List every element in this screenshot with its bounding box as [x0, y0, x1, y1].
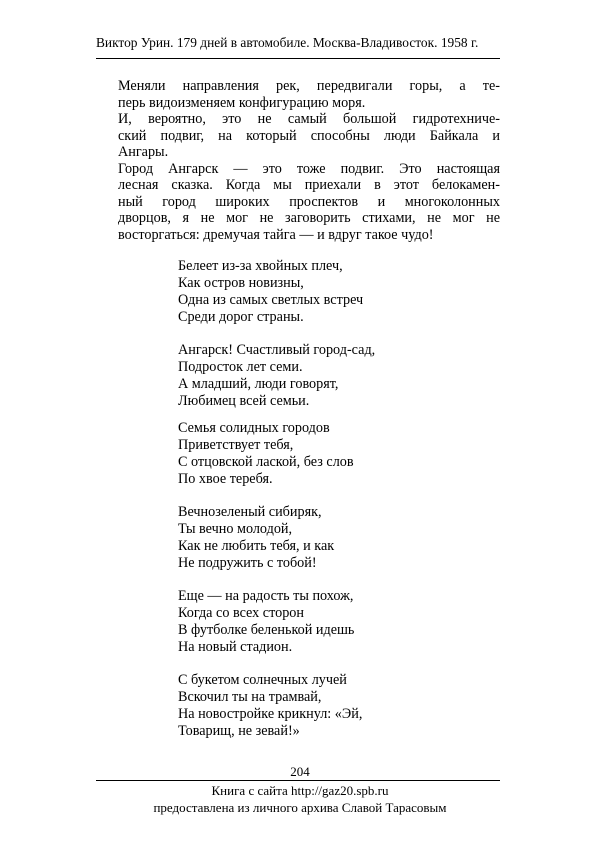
paragraph-line: Город Ангарск — это тоже подвиг. Это настоящая [118, 160, 500, 177]
poem-line: По хвое теребя. [178, 471, 273, 487]
poem-line: Не подружить с тобой! [178, 555, 317, 571]
paragraph-line: И, вероятно, это не самый большой гидротехниче- [118, 111, 500, 127]
poem-stanza-6 [178, 672, 478, 740]
poem-line: С букетом солнечных лучей [178, 672, 347, 688]
poem-line: Вечнозеленый сибиряк, [178, 504, 322, 520]
page-number: 204 [290, 764, 310, 779]
poem-line: Как остров новизны, [178, 275, 304, 291]
poem-stanza-4 [178, 504, 478, 572]
poem-line: Семья солидных городов [178, 420, 330, 436]
paragraph-1 [96, 78, 500, 111]
paragraph-2 [96, 111, 500, 161]
poem-line: Любимец всей семьи. [178, 393, 310, 409]
footer-credit: предоставлена из личного архива Славой Тарасовым [153, 800, 447, 815]
poem-line: С отцовской лаской, без слов [178, 454, 354, 470]
poem-line: На новостройке крикнул: «Эй, [178, 706, 363, 722]
paragraph-3 [96, 161, 500, 244]
paragraph-line: восторгаться: дремучая тайга — и вдруг такое чудо! [118, 226, 434, 243]
footer-divider [96, 780, 500, 781]
paragraph-line: Ангары. [118, 144, 169, 160]
poem-stanza-2 [178, 342, 478, 410]
paragraph-line: перь видоизменяем конфигурацию моря. [118, 94, 366, 111]
poem-line: Ангарск! Счастливый город-сад, [178, 342, 376, 358]
poem-line: Среди дорог страны. [178, 309, 304, 325]
paragraph-line: Меняли направления рек, передвигали горы, а те- [118, 78, 500, 94]
poem-stanza-1 [178, 258, 478, 326]
header-divider [96, 58, 500, 59]
paragraph-line: дворцов, я не мог не заговорить стихами, не мог не [118, 210, 500, 226]
poem-line: Белеет из-за хвойных плеч, [178, 258, 343, 274]
paragraph-line: ный город широких проспектов и многоколонных [118, 193, 500, 210]
footer-source: Книга с сайта http://gaz20.spb.ru [211, 783, 389, 798]
poem-line: Еще — на радость ты похож, [178, 588, 354, 604]
poem-line: На новый стадион. [178, 639, 293, 655]
poem-line: Ты вечно молодой, [178, 521, 293, 537]
poem-stanza-5 [178, 588, 478, 656]
poem-line: А младший, люди говорят, [178, 376, 339, 392]
poem-stanza-3 [178, 420, 478, 488]
paragraph-line: ский подвиг, на который способны люди Байкала и [118, 127, 500, 144]
poem-line: Одна из самых светлых встреч [178, 292, 364, 308]
prose-body [96, 78, 500, 243]
poem-line: Товарищ, не зевай!» [178, 723, 300, 739]
poem-line: Когда со всех сторон [178, 605, 304, 621]
poem-line: Вскочил ты на трамвай, [178, 689, 322, 705]
poem-line: В футболке беленькой идешь [178, 622, 355, 638]
poem-line: Приветствует тебя, [178, 437, 294, 453]
poem [178, 258, 478, 740]
poem-line: Подросток лет семи. [178, 359, 303, 375]
running-header: Виктор Урин. 179 дней в автомобиле. Москва-Владивосток. 1958 г. [96, 35, 479, 50]
paragraph-line: лесная сказка. Когда мы приехали в этот белокамен- [118, 177, 500, 193]
poem-line: Как не любить тебя, и как [178, 538, 335, 554]
